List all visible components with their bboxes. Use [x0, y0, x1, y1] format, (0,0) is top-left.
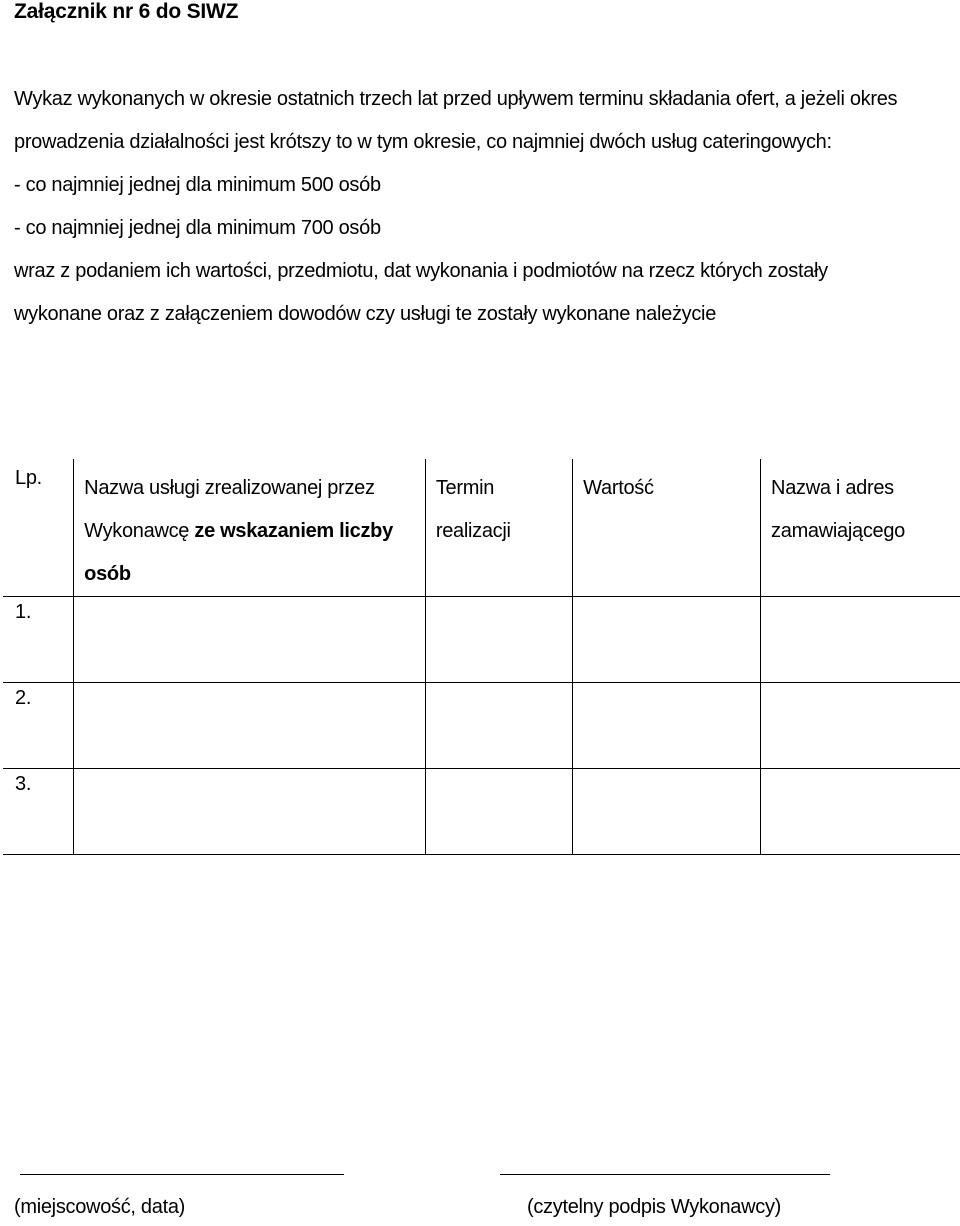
- cell-term[interactable]: [425, 769, 572, 855]
- row-number: 1.: [15, 601, 32, 623]
- header-term: [425, 459, 572, 597]
- table-row: [3, 597, 960, 683]
- table-header-row: [3, 459, 960, 597]
- cell-value[interactable]: [573, 683, 761, 769]
- header-value: [573, 459, 761, 597]
- cell-client[interactable]: [761, 769, 960, 855]
- place-date-line[interactable]: [20, 1174, 344, 1175]
- intro-line: wraz z podaniem ich wartości, przedmiotu, dat wykonania i podmiotów na rzecz których zostały: [14, 260, 828, 282]
- header-client: [761, 459, 960, 597]
- cell-value[interactable]: [573, 597, 761, 683]
- intro-line: - co najmniej jednej dla minimum 700 osób: [14, 217, 381, 239]
- intro-line: wykonane oraz z załączeniem dowodów czy usługi te zostały wykonane należycie: [14, 303, 717, 325]
- table-row: [3, 769, 960, 855]
- cell-term[interactable]: [425, 683, 572, 769]
- header-service-bold-2: osób: [84, 563, 131, 585]
- cell-service[interactable]: [74, 769, 426, 855]
- cell-value[interactable]: [573, 769, 761, 855]
- header-value-label: Wartość: [583, 477, 654, 499]
- intro-line: prowadzenia działalności jest krótszy to w tym okresie, co najmniej dwóch usług cateringowych:: [14, 131, 832, 153]
- services-table: [3, 459, 960, 855]
- header-lp: Lp.: [3, 459, 74, 597]
- row-number: 3.: [15, 773, 32, 795]
- header-term-line2: realizacji: [435, 520, 511, 542]
- cell-client[interactable]: [761, 597, 960, 683]
- header-service-line1: Nazwa usługi zrealizowanej przez: [84, 477, 375, 499]
- table-row: [3, 683, 960, 769]
- signature-caption: (czytelny podpis Wykonawcy): [527, 1196, 782, 1218]
- cell-service[interactable]: [74, 683, 426, 769]
- header-client-line1: Nazwa i adres: [771, 477, 894, 499]
- header-client-line2: zamawiającego: [771, 520, 905, 542]
- row-number: 2.: [15, 687, 32, 709]
- intro-line: - co najmniej jednej dla minimum 500 osób: [14, 174, 381, 196]
- cell-client[interactable]: [761, 683, 960, 769]
- document-title: Załącznik nr 6 do SIWZ: [14, 0, 239, 23]
- header-service-line2: Wykonawcę: [84, 520, 195, 542]
- header-term-line1: Termin: [435, 477, 495, 499]
- signature-line[interactable]: [500, 1174, 830, 1175]
- intro-line: Wykaz wykonanych w okresie ostatnich trzech lat przed upływem terminu składania ofert, a jeżeli okres: [14, 88, 898, 110]
- cell-term[interactable]: [425, 597, 572, 683]
- place-date-caption: (miejscowość, data): [14, 1196, 186, 1218]
- cell-service[interactable]: [74, 597, 426, 683]
- header-service-bold: ze wskazaniem liczby: [194, 520, 393, 542]
- intro-text: [14, 78, 954, 336]
- header-service: [74, 459, 426, 597]
